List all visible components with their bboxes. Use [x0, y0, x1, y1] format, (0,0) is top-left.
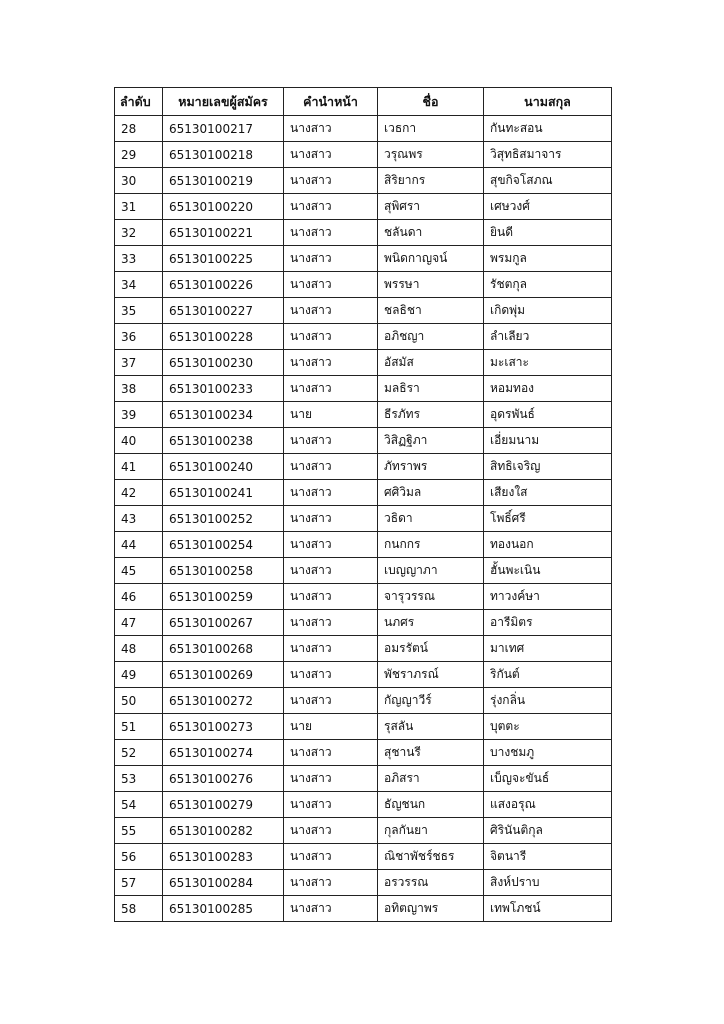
- cell-title: นางสาว: [284, 376, 378, 402]
- table-row: [115, 194, 612, 220]
- cell-applicant-id: 65130100219: [163, 168, 284, 194]
- cell-applicant-id: 65130100268: [163, 636, 284, 662]
- cell-applicant-id: 65130100227: [163, 298, 284, 324]
- cell-first-name: อัสมัส: [378, 350, 484, 376]
- header-last-name: นามสกุล: [484, 88, 612, 116]
- cell-applicant-id: 65130100221: [163, 220, 284, 246]
- header-title: คำนำหน้า: [284, 88, 378, 116]
- cell-last-name: รัชตกุล: [484, 272, 612, 298]
- table-row: [115, 506, 612, 532]
- table-body: [115, 116, 612, 922]
- cell-first-name: ภัทราพร: [378, 454, 484, 480]
- cell-no: 50: [115, 688, 163, 714]
- cell-first-name: อมรรัตน์: [378, 636, 484, 662]
- cell-no: 34: [115, 272, 163, 298]
- table-row: [115, 402, 612, 428]
- cell-last-name: ศิรินันติกุล: [484, 818, 612, 844]
- cell-applicant-id: 65130100220: [163, 194, 284, 220]
- cell-last-name: จิตนารี: [484, 844, 612, 870]
- cell-no: 32: [115, 220, 163, 246]
- cell-first-name: พัชราภรณ์: [378, 662, 484, 688]
- table-row: [115, 298, 612, 324]
- cell-first-name: อรวรรณ: [378, 870, 484, 896]
- cell-first-name: เวธกา: [378, 116, 484, 142]
- cell-applicant-id: 65130100258: [163, 558, 284, 584]
- cell-title: นางสาว: [284, 246, 378, 272]
- cell-first-name: ชลธิชา: [378, 298, 484, 324]
- cell-no: 31: [115, 194, 163, 220]
- cell-title: นางสาว: [284, 844, 378, 870]
- cell-title: นางสาว: [284, 870, 378, 896]
- table-row: [115, 792, 612, 818]
- cell-last-name: หอมทอง: [484, 376, 612, 402]
- cell-applicant-id: 65130100240: [163, 454, 284, 480]
- cell-no: 37: [115, 350, 163, 376]
- cell-title: นางสาว: [284, 142, 378, 168]
- cell-last-name: พรมกูล: [484, 246, 612, 272]
- cell-no: 43: [115, 506, 163, 532]
- table-row: [115, 168, 612, 194]
- cell-last-name: สิทธิเจริญ: [484, 454, 612, 480]
- cell-applicant-id: 65130100252: [163, 506, 284, 532]
- cell-title: นางสาว: [284, 766, 378, 792]
- cell-first-name: วรุณพร: [378, 142, 484, 168]
- cell-applicant-id: 65130100228: [163, 324, 284, 350]
- table-header-row: [115, 88, 612, 116]
- table-row: [115, 246, 612, 272]
- table-row: [115, 818, 612, 844]
- table-row: [115, 662, 612, 688]
- header-no: ลำดับ: [115, 88, 163, 116]
- cell-title: นางสาว: [284, 610, 378, 636]
- cell-title: นางสาว: [284, 298, 378, 324]
- cell-first-name: สุพิศรา: [378, 194, 484, 220]
- cell-no: 47: [115, 610, 163, 636]
- cell-first-name: วธิดา: [378, 506, 484, 532]
- cell-title: นางสาว: [284, 194, 378, 220]
- cell-last-name: เศษวงศ์: [484, 194, 612, 220]
- table-row: [115, 584, 612, 610]
- table-row: [115, 480, 612, 506]
- cell-first-name: สุชานรี: [378, 740, 484, 766]
- table-row: [115, 142, 612, 168]
- cell-last-name: ลำเลียว: [484, 324, 612, 350]
- cell-title: นางสาว: [284, 636, 378, 662]
- cell-applicant-id: 65130100274: [163, 740, 284, 766]
- table-row: [115, 610, 612, 636]
- applicant-table: [114, 87, 612, 922]
- cell-applicant-id: 65130100276: [163, 766, 284, 792]
- table-row: [115, 116, 612, 142]
- cell-first-name: กุลกันยา: [378, 818, 484, 844]
- cell-no: 48: [115, 636, 163, 662]
- cell-last-name: อารีมิตร: [484, 610, 612, 636]
- cell-title: นางสาว: [284, 116, 378, 142]
- cell-title: นางสาว: [284, 558, 378, 584]
- cell-first-name: ณิชาพัชร์ชธร: [378, 844, 484, 870]
- cell-first-name: ศศิวิมล: [378, 480, 484, 506]
- cell-title: นางสาว: [284, 220, 378, 246]
- table-row: [115, 428, 612, 454]
- cell-title: นางสาว: [284, 168, 378, 194]
- cell-no: 54: [115, 792, 163, 818]
- table-row: [115, 740, 612, 766]
- cell-last-name: เทพโภชน์: [484, 896, 612, 922]
- cell-no: 52: [115, 740, 163, 766]
- cell-no: 57: [115, 870, 163, 896]
- cell-first-name: จารุวรรณ: [378, 584, 484, 610]
- cell-no: 35: [115, 298, 163, 324]
- cell-no: 28: [115, 116, 163, 142]
- cell-title: นางสาว: [284, 584, 378, 610]
- cell-first-name: กนกกร: [378, 532, 484, 558]
- cell-first-name: วิสิฏฐิภา: [378, 428, 484, 454]
- cell-last-name: เอี่ยมนาม: [484, 428, 612, 454]
- cell-title: นางสาว: [284, 818, 378, 844]
- cell-applicant-id: 65130100273: [163, 714, 284, 740]
- cell-applicant-id: 65130100285: [163, 896, 284, 922]
- cell-last-name: บุตตะ: [484, 714, 612, 740]
- table-row: [115, 376, 612, 402]
- table-row: [115, 350, 612, 376]
- cell-no: 58: [115, 896, 163, 922]
- cell-first-name: พนิดกาญจน์: [378, 246, 484, 272]
- table-row: [115, 766, 612, 792]
- cell-title: นางสาว: [284, 740, 378, 766]
- cell-first-name: เบญญาภา: [378, 558, 484, 584]
- cell-title: นางสาว: [284, 506, 378, 532]
- cell-no: 33: [115, 246, 163, 272]
- cell-title: นางสาว: [284, 272, 378, 298]
- cell-last-name: ยินดี: [484, 220, 612, 246]
- cell-last-name: เบ็ญจะขันธ์: [484, 766, 612, 792]
- cell-first-name: ธัญชนก: [378, 792, 484, 818]
- cell-title: นางสาว: [284, 454, 378, 480]
- cell-title: นางสาว: [284, 896, 378, 922]
- cell-no: 49: [115, 662, 163, 688]
- cell-applicant-id: 65130100238: [163, 428, 284, 454]
- cell-title: นางสาว: [284, 792, 378, 818]
- cell-applicant-id: 65130100234: [163, 402, 284, 428]
- cell-applicant-id: 65130100241: [163, 480, 284, 506]
- cell-no: 51: [115, 714, 163, 740]
- cell-title: นางสาว: [284, 662, 378, 688]
- cell-title: นางสาว: [284, 688, 378, 714]
- cell-applicant-id: 65130100218: [163, 142, 284, 168]
- cell-no: 45: [115, 558, 163, 584]
- cell-applicant-id: 65130100254: [163, 532, 284, 558]
- cell-no: 44: [115, 532, 163, 558]
- cell-no: 42: [115, 480, 163, 506]
- cell-last-name: อุดรพันธ์: [484, 402, 612, 428]
- header-applicant-id: หมายเลขผู้สมัคร: [163, 88, 284, 116]
- table-row: [115, 844, 612, 870]
- cell-applicant-id: 65130100217: [163, 116, 284, 142]
- cell-first-name: ธีรภัทร: [378, 402, 484, 428]
- cell-applicant-id: 65130100226: [163, 272, 284, 298]
- cell-title: นางสาว: [284, 324, 378, 350]
- cell-no: 39: [115, 402, 163, 428]
- cell-first-name: กัญญาวีร์: [378, 688, 484, 714]
- cell-applicant-id: 65130100283: [163, 844, 284, 870]
- cell-first-name: รุสลัน: [378, 714, 484, 740]
- cell-last-name: ริกันต์: [484, 662, 612, 688]
- cell-title: นางสาว: [284, 428, 378, 454]
- cell-first-name: สิริยากร: [378, 168, 484, 194]
- cell-first-name: อภิสรา: [378, 766, 484, 792]
- table-row: [115, 532, 612, 558]
- cell-first-name: อภิชญา: [378, 324, 484, 350]
- cell-last-name: มาเทศ: [484, 636, 612, 662]
- cell-no: 29: [115, 142, 163, 168]
- cell-applicant-id: 65130100225: [163, 246, 284, 272]
- cell-last-name: ทาวงค์ษา: [484, 584, 612, 610]
- cell-title: นางสาว: [284, 480, 378, 506]
- table-row: [115, 896, 612, 922]
- cell-last-name: บางชมภู: [484, 740, 612, 766]
- table-row: [115, 220, 612, 246]
- table-row: [115, 272, 612, 298]
- cell-applicant-id: 65130100233: [163, 376, 284, 402]
- table-row: [115, 558, 612, 584]
- table-row: [115, 636, 612, 662]
- cell-last-name: มะเสาะ: [484, 350, 612, 376]
- table-row: [115, 454, 612, 480]
- cell-last-name: โพธิ์ศรี: [484, 506, 612, 532]
- cell-applicant-id: 65130100282: [163, 818, 284, 844]
- cell-applicant-id: 65130100267: [163, 610, 284, 636]
- cell-first-name: นภศร: [378, 610, 484, 636]
- cell-last-name: กันทะสอน: [484, 116, 612, 142]
- cell-last-name: ทองนอก: [484, 532, 612, 558]
- table-row: [115, 324, 612, 350]
- cell-applicant-id: 65130100269: [163, 662, 284, 688]
- cell-title: นางสาว: [284, 532, 378, 558]
- cell-applicant-id: 65130100279: [163, 792, 284, 818]
- cell-applicant-id: 65130100230: [163, 350, 284, 376]
- cell-first-name: พรรษา: [378, 272, 484, 298]
- cell-applicant-id: 65130100259: [163, 584, 284, 610]
- cell-last-name: ฮั้นพะเนิน: [484, 558, 612, 584]
- cell-first-name: มลธิรา: [378, 376, 484, 402]
- header-first-name: ชื่อ: [378, 88, 484, 116]
- cell-no: 55: [115, 818, 163, 844]
- cell-last-name: เกิดพุ่ม: [484, 298, 612, 324]
- cell-no: 38: [115, 376, 163, 402]
- cell-last-name: เสียงใส: [484, 480, 612, 506]
- table-row: [115, 688, 612, 714]
- cell-no: 53: [115, 766, 163, 792]
- cell-no: 40: [115, 428, 163, 454]
- cell-no: 46: [115, 584, 163, 610]
- table-row: [115, 870, 612, 896]
- cell-first-name: ชลันดา: [378, 220, 484, 246]
- cell-applicant-id: 65130100284: [163, 870, 284, 896]
- cell-applicant-id: 65130100272: [163, 688, 284, 714]
- table-row: [115, 714, 612, 740]
- cell-last-name: สิงห์ปราบ: [484, 870, 612, 896]
- cell-no: 36: [115, 324, 163, 350]
- cell-no: 56: [115, 844, 163, 870]
- cell-no: 41: [115, 454, 163, 480]
- cell-last-name: วิสุทธิสมาจาร: [484, 142, 612, 168]
- cell-no: 30: [115, 168, 163, 194]
- cell-last-name: แสงอรุณ: [484, 792, 612, 818]
- cell-title: นางสาว: [284, 350, 378, 376]
- cell-title: นาย: [284, 714, 378, 740]
- cell-last-name: สุขกิจโสภณ: [484, 168, 612, 194]
- cell-last-name: รุ่งกลิ่น: [484, 688, 612, 714]
- cell-first-name: อทิตญาพร: [378, 896, 484, 922]
- cell-title: นาย: [284, 402, 378, 428]
